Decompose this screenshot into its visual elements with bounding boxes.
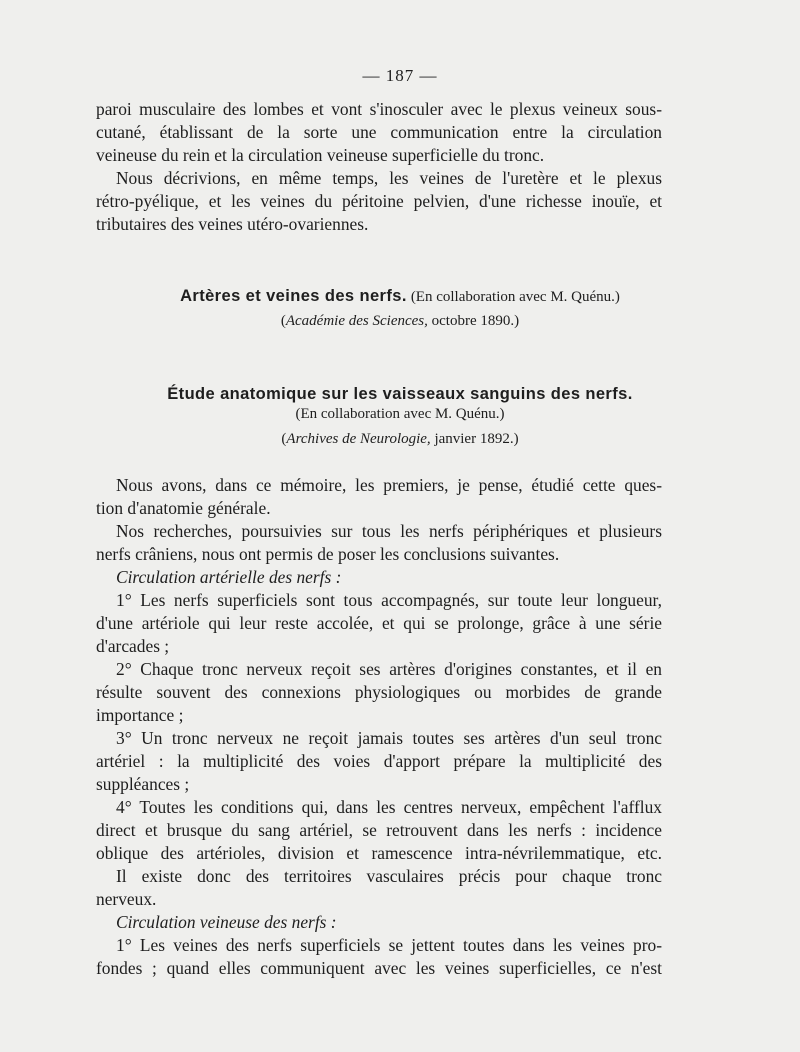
text-line: cutané, établissant de la sorte une communication entre la circulation (96, 122, 662, 142)
text-line: d'une artériole qui leur reste accolée, et qui se prolonge, grâce à une série (96, 613, 662, 633)
text-line: tributaires des veines utéro-ovariennes. (96, 214, 369, 234)
citation-open: ( (281, 431, 287, 447)
text-line: artériel : la multiplicité des voies d'apport prépare la multiplicité des (96, 751, 662, 771)
text-line: résulte souvent des connexions physiologiques ou morbides de grande (96, 682, 662, 702)
text-line: nerveux. (96, 889, 157, 909)
section-collaboration: (En collaboration avec M. Quénu.) (410, 289, 620, 305)
citation-source: Archives de Neurologie, (286, 431, 431, 447)
text-line: nerfs crâniens, nous ont permis de poser les conclusions suivantes. (96, 544, 560, 564)
subheading-arterial: Circulation artérielle des nerfs : (116, 567, 342, 587)
text-line: veineuse du rein et la circulation veineuse superficielle du tronc. (96, 145, 545, 165)
intro-paragraph (96, 98, 662, 236)
text-line: 1° Les veines des nerfs superficiels se jettent toutes dans les veines pro- (116, 935, 662, 955)
text-line: 1° Les nerfs superficiels sont tous accompagnés, sur toute leur longueur, (116, 590, 662, 610)
text-line: Il existe donc des territoires vasculaires précis pour chaque tronc (116, 866, 662, 886)
text-line: paroi musculaire des lombes et vont s'inosculer avec le plexus veineux sous- (96, 99, 662, 119)
body-text (96, 474, 662, 980)
text-line: importance ; (96, 705, 184, 725)
section-citation (0, 431, 800, 448)
text-line: tion d'anatomie générale. (96, 498, 271, 518)
citation-date: janvier 1892.) (434, 431, 519, 447)
text-line: Nous avons, dans ce mémoire, les premiers, je pense, étudié cette ques- (116, 475, 662, 495)
citation-date: octobre 1890.) (431, 313, 520, 329)
text-line: 4° Toutes les conditions qui, dans les centres nerveux, empêchent l'afflux (116, 797, 662, 817)
text-line: 2° Chaque tronc nerveux reçoit ses artères d'origines constantes, et il en (116, 659, 662, 679)
text-line: rétro-pyélique, et les veines du péritoine pelvien, d'une richesse inouïe, et (96, 191, 662, 211)
subheading-venous: Circulation veineuse des nerfs : (116, 912, 337, 932)
citation-source: Académie des Sciences, (285, 313, 428, 329)
section-citation (0, 313, 800, 330)
citation-open: ( (280, 313, 286, 329)
text-line: direct et brusque du sang artériel, se retrouvent dans les nerfs : incidence (96, 820, 662, 840)
section-title: Artères et veines des nerfs. (180, 287, 407, 305)
section-heading-etude (0, 385, 800, 404)
text-line: d'arcades ; (96, 636, 170, 656)
text-line: suppléances ; (96, 774, 190, 794)
page-number: — 187 — (362, 66, 438, 85)
section-title: Étude anatomique sur les vaisseaux sanguins des nerfs. (167, 385, 633, 403)
section-heading-arteres (0, 287, 800, 306)
text-line: 3° Un tronc nerveux ne reçoit jamais toutes ses artères d'un seul tronc (116, 728, 662, 748)
section-collaboration: (En collaboration avec M. Quénu.) (295, 406, 505, 422)
text-line: Nos recherches, poursuivies sur tous les nerfs périphériques et plusieurs (116, 521, 662, 541)
text-line: Nous décrivions, en même temps, les veines de l'uretère et le plexus (116, 168, 662, 188)
text-line: oblique des artérioles, division et ramescence intra-névrilemmatique, etc. (96, 843, 662, 863)
text-line: fondes ; quand elles communiquent avec les veines superficielles, ce n'est (96, 958, 662, 978)
